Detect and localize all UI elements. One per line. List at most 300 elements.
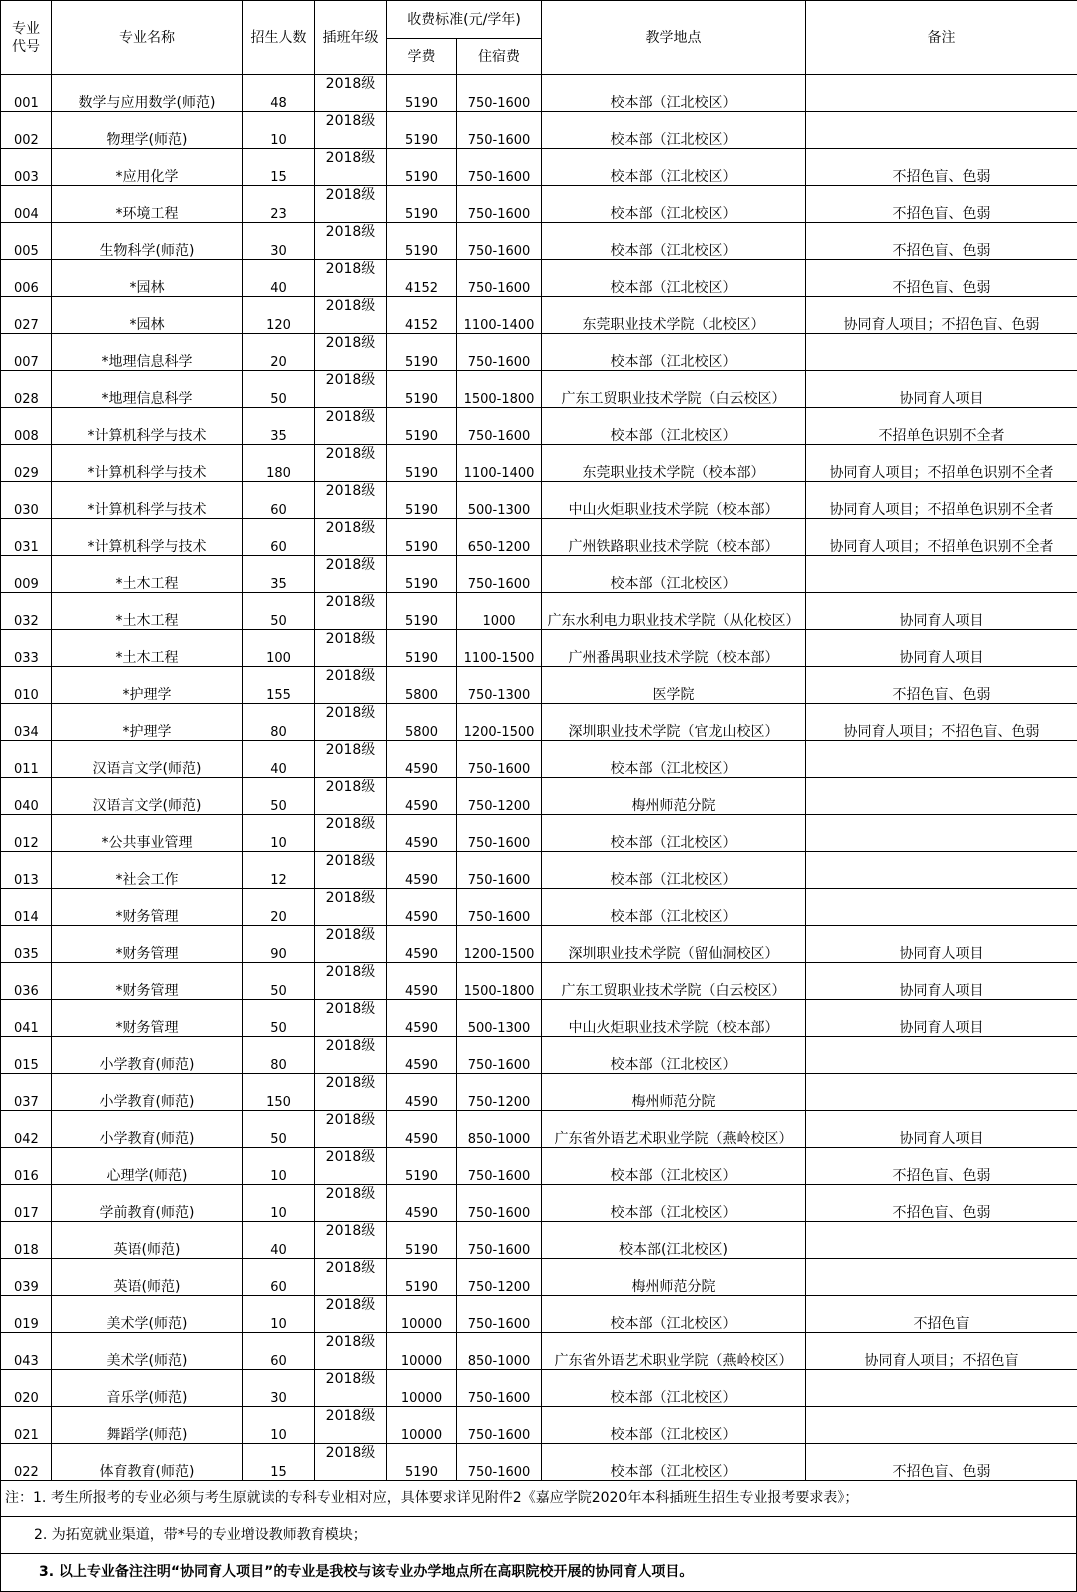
cell-remark: 协同育人项目	[806, 630, 1077, 667]
table-row	[1, 1074, 1077, 1111]
cell-name: *护理学	[52, 704, 243, 741]
cell-name: 生物科学(师范)	[52, 223, 243, 260]
header-dorm: 住宿费	[457, 39, 542, 75]
cell-dorm: 750-1200	[457, 1259, 542, 1296]
header-quota: 招生人数	[243, 1, 315, 75]
cell-tuition: 5190	[387, 593, 457, 630]
table-row	[1, 852, 1077, 889]
cell-place: 东莞职业技术学院（校本部）	[542, 445, 806, 482]
table-row	[1, 889, 1077, 926]
cell-quota: 20	[243, 334, 315, 371]
cell-code: 012	[1, 815, 52, 852]
cell-quota: 50	[243, 963, 315, 1000]
note-3: 3. 以上专业备注注明“协同育人项目”的专业是我校与该专业办学地点所在高职院校开展的协同育人项目。	[0, 1554, 1077, 1592]
cell-grade: 2018级	[315, 1000, 387, 1037]
cell-tuition: 5190	[387, 630, 457, 667]
table-row	[1, 593, 1077, 630]
cell-dorm: 750-1600	[457, 1185, 542, 1222]
cell-tuition: 5800	[387, 704, 457, 741]
cell-grade: 2018级	[315, 1333, 387, 1370]
cell-code: 017	[1, 1185, 52, 1222]
cell-dorm: 750-1600	[457, 815, 542, 852]
cell-quota: 60	[243, 1333, 315, 1370]
cell-tuition: 4590	[387, 852, 457, 889]
cell-remark	[806, 1370, 1077, 1407]
cell-name: *地理信息科学	[52, 371, 243, 408]
cell-tuition: 5190	[387, 408, 457, 445]
cell-tuition: 5190	[387, 371, 457, 408]
cell-tuition: 4590	[387, 778, 457, 815]
cell-tuition: 4590	[387, 741, 457, 778]
cell-grade: 2018级	[315, 1037, 387, 1074]
cell-dorm: 750-1600	[457, 334, 542, 371]
cell-place: 校本部（江北校区）	[542, 852, 806, 889]
cell-remark	[806, 112, 1077, 149]
cell-grade: 2018级	[315, 556, 387, 593]
cell-place: 校本部（江北校区）	[542, 1444, 806, 1481]
table-row	[1, 1296, 1077, 1333]
cell-quota: 10	[243, 1407, 315, 1444]
cell-tuition: 4590	[387, 963, 457, 1000]
cell-name: *计算机科学与技术	[52, 519, 243, 556]
cell-grade: 2018级	[315, 593, 387, 630]
cell-place: 校本部（江北校区）	[542, 1296, 806, 1333]
cell-code: 003	[1, 149, 52, 186]
cell-code: 034	[1, 704, 52, 741]
cell-code: 005	[1, 223, 52, 260]
cell-quota: 40	[243, 1222, 315, 1259]
cell-name: 小学教育(师范)	[52, 1074, 243, 1111]
table-row	[1, 223, 1077, 260]
cell-tuition: 10000	[387, 1407, 457, 1444]
cell-grade: 2018级	[315, 482, 387, 519]
cell-quota: 12	[243, 852, 315, 889]
cell-tuition: 5190	[387, 186, 457, 223]
cell-tuition: 4152	[387, 297, 457, 334]
cell-code: 007	[1, 334, 52, 371]
cell-tuition: 5190	[387, 482, 457, 519]
cell-remark: 协同育人项目	[806, 926, 1077, 963]
cell-tuition: 4590	[387, 1111, 457, 1148]
header-grade: 插班年级	[315, 1, 387, 75]
cell-quota: 100	[243, 630, 315, 667]
cell-dorm: 750-1600	[457, 260, 542, 297]
cell-remark	[806, 1222, 1077, 1259]
cell-code: 018	[1, 1222, 52, 1259]
cell-dorm: 750-1600	[457, 1222, 542, 1259]
table-row	[1, 778, 1077, 815]
cell-dorm: 750-1600	[457, 1444, 542, 1481]
cell-place: 校本部（江北校区）	[542, 223, 806, 260]
cell-remark: 协同育人项目	[806, 1000, 1077, 1037]
cell-tuition: 5190	[387, 334, 457, 371]
table-row	[1, 1222, 1077, 1259]
cell-tuition: 5190	[387, 1148, 457, 1185]
cell-code: 030	[1, 482, 52, 519]
table-row	[1, 704, 1077, 741]
table-row	[1, 1111, 1077, 1148]
cell-remark	[806, 1407, 1077, 1444]
cell-dorm: 750-1600	[457, 1407, 542, 1444]
cell-grade: 2018级	[315, 1259, 387, 1296]
table-row	[1, 75, 1077, 112]
cell-quota: 60	[243, 519, 315, 556]
header-code: 专业代号	[1, 1, 52, 75]
cell-code: 029	[1, 445, 52, 482]
table-row	[1, 1000, 1077, 1037]
cell-quota: 80	[243, 1037, 315, 1074]
cell-remark: 不招色盲、色弱	[806, 1148, 1077, 1185]
cell-remark	[806, 75, 1077, 112]
cell-place: 东莞职业技术学院（北校区）	[542, 297, 806, 334]
cell-tuition: 4590	[387, 1000, 457, 1037]
cell-grade: 2018级	[315, 223, 387, 260]
cell-name: *财务管理	[52, 889, 243, 926]
cell-tuition: 4590	[387, 1074, 457, 1111]
cell-code: 006	[1, 260, 52, 297]
cell-code: 015	[1, 1037, 52, 1074]
cell-code: 021	[1, 1407, 52, 1444]
cell-dorm: 750-1600	[457, 186, 542, 223]
cell-dorm: 1500-1800	[457, 371, 542, 408]
cell-remark	[806, 1259, 1077, 1296]
cell-name: 美术学(师范)	[52, 1296, 243, 1333]
cell-code: 011	[1, 741, 52, 778]
table-row	[1, 149, 1077, 186]
cell-grade: 2018级	[315, 1111, 387, 1148]
cell-quota: 120	[243, 297, 315, 334]
cell-name: *财务管理	[52, 1000, 243, 1037]
cell-name: 小学教育(师范)	[52, 1111, 243, 1148]
cell-dorm: 850-1000	[457, 1111, 542, 1148]
cell-code: 043	[1, 1333, 52, 1370]
cell-code: 042	[1, 1111, 52, 1148]
cell-place: 校本部（江北校区）	[542, 1370, 806, 1407]
cell-grade: 2018级	[315, 963, 387, 1000]
cell-code: 019	[1, 1296, 52, 1333]
cell-dorm: 750-1200	[457, 1074, 542, 1111]
cell-code: 010	[1, 667, 52, 704]
cell-tuition: 5190	[387, 519, 457, 556]
cell-dorm: 750-1600	[457, 741, 542, 778]
cell-tuition: 10000	[387, 1296, 457, 1333]
cell-remark: 协同育人项目；不招单色识别不全者	[806, 482, 1077, 519]
cell-remark: 不招色盲、色弱	[806, 260, 1077, 297]
cell-dorm: 750-1600	[457, 112, 542, 149]
cell-name: 小学教育(师范)	[52, 1037, 243, 1074]
cell-place: 校本部(江北校区)	[542, 1222, 806, 1259]
cell-quota: 50	[243, 1111, 315, 1148]
cell-name: *应用化学	[52, 149, 243, 186]
cell-dorm: 750-1600	[457, 149, 542, 186]
cell-quota: 50	[243, 371, 315, 408]
cell-name: 汉语言文学(师范)	[52, 778, 243, 815]
cell-name: *园林	[52, 260, 243, 297]
cell-name: *财务管理	[52, 926, 243, 963]
table-row	[1, 408, 1077, 445]
cell-dorm: 1100-1500	[457, 630, 542, 667]
cell-place: 校本部（江北校区）	[542, 1148, 806, 1185]
cell-dorm: 1200-1500	[457, 926, 542, 963]
cell-code: 008	[1, 408, 52, 445]
cell-quota: 50	[243, 778, 315, 815]
cell-name: *土木工程	[52, 630, 243, 667]
cell-place: 广东省外语艺术职业学院（燕岭校区）	[542, 1111, 806, 1148]
cell-quota: 10	[243, 1185, 315, 1222]
cell-dorm: 1500-1800	[457, 963, 542, 1000]
cell-grade: 2018级	[315, 445, 387, 482]
cell-place: 梅州师范分院	[542, 1074, 806, 1111]
cell-name: *计算机科学与技术	[52, 445, 243, 482]
cell-tuition: 5190	[387, 223, 457, 260]
cell-remark: 不招色盲、色弱	[806, 149, 1077, 186]
cell-place: 校本部（江北校区）	[542, 556, 806, 593]
cell-remark	[806, 815, 1077, 852]
cell-name: *计算机科学与技术	[52, 482, 243, 519]
cell-name: 舞蹈学(师范)	[52, 1407, 243, 1444]
cell-quota: 60	[243, 1259, 315, 1296]
cell-tuition: 5190	[387, 75, 457, 112]
cell-remark: 协同育人项目	[806, 1111, 1077, 1148]
cell-grade: 2018级	[315, 519, 387, 556]
cell-place: 广东水利电力职业技术学院（从化校区）	[542, 593, 806, 630]
cell-quota: 50	[243, 593, 315, 630]
cell-grade: 2018级	[315, 371, 387, 408]
cell-dorm: 750-1600	[457, 852, 542, 889]
note-2: 2. 为拓宽就业渠道，带*号的专业增设教师教育模块；	[0, 1517, 1077, 1554]
cell-quota: 15	[243, 1444, 315, 1481]
cell-code: 002	[1, 112, 52, 149]
cell-place: 深圳职业技术学院（官龙山校区）	[542, 704, 806, 741]
cell-place: 校本部（江北校区）	[542, 112, 806, 149]
cell-tuition: 5190	[387, 1222, 457, 1259]
cell-remark: 不招色盲	[806, 1296, 1077, 1333]
cell-grade: 2018级	[315, 1370, 387, 1407]
cell-code: 033	[1, 630, 52, 667]
cell-code: 009	[1, 556, 52, 593]
cell-place: 广东工贸职业技术学院（白云校区）	[542, 963, 806, 1000]
table-row	[1, 926, 1077, 963]
header-place: 教学地点	[542, 1, 806, 75]
cell-quota: 15	[243, 149, 315, 186]
table-row	[1, 297, 1077, 334]
table-row	[1, 741, 1077, 778]
cell-name: *社会工作	[52, 852, 243, 889]
cell-name: 英语(师范)	[52, 1259, 243, 1296]
table-row	[1, 445, 1077, 482]
cell-quota: 60	[243, 482, 315, 519]
cell-remark: 协同育人项目	[806, 371, 1077, 408]
cell-quota: 80	[243, 704, 315, 741]
table-row	[1, 1259, 1077, 1296]
cell-grade: 2018级	[315, 889, 387, 926]
table-row	[1, 371, 1077, 408]
cell-place: 医学院	[542, 667, 806, 704]
cell-tuition: 5190	[387, 149, 457, 186]
cell-remark	[806, 778, 1077, 815]
cell-dorm: 750-1600	[457, 1037, 542, 1074]
cell-quota: 35	[243, 556, 315, 593]
table-row	[1, 1407, 1077, 1444]
cell-place: 广东省外语艺术职业学院（燕岭校区）	[542, 1333, 806, 1370]
notes-section	[0, 1480, 1077, 1592]
cell-name: 汉语言文学(师范)	[52, 741, 243, 778]
cell-dorm: 750-1200	[457, 778, 542, 815]
cell-place: 广东工贸职业技术学院（白云校区）	[542, 371, 806, 408]
cell-dorm: 750-1600	[457, 75, 542, 112]
cell-grade: 2018级	[315, 926, 387, 963]
cell-quota: 10	[243, 1296, 315, 1333]
table-row	[1, 1444, 1077, 1481]
cell-name: 体育教育(师范)	[52, 1444, 243, 1481]
cell-remark	[806, 1037, 1077, 1074]
cell-grade: 2018级	[315, 630, 387, 667]
cell-name: *护理学	[52, 667, 243, 704]
cell-dorm: 750-1600	[457, 1148, 542, 1185]
cell-dorm: 650-1200	[457, 519, 542, 556]
cell-name: 学前教育(师范)	[52, 1185, 243, 1222]
cell-place: 校本部（江北校区）	[542, 260, 806, 297]
note-1: 注：1. 考生所报考的专业必须与考生原就读的专科专业相对应，具体要求详见附件2《嘉应学院2020年本科插班生招生专业报考要求表》；	[0, 1480, 1077, 1517]
cell-remark	[806, 1074, 1077, 1111]
cell-grade: 2018级	[315, 1222, 387, 1259]
header-name: 专业名称	[52, 1, 243, 75]
cell-dorm: 750-1600	[457, 889, 542, 926]
table-row	[1, 260, 1077, 297]
cell-grade: 2018级	[315, 815, 387, 852]
table-row	[1, 1037, 1077, 1074]
cell-code: 020	[1, 1370, 52, 1407]
cell-quota: 40	[243, 260, 315, 297]
cell-tuition: 10000	[387, 1370, 457, 1407]
cell-remark: 协同育人项目；不招单色识别不全者	[806, 519, 1077, 556]
cell-code: 031	[1, 519, 52, 556]
table-row	[1, 963, 1077, 1000]
table-row	[1, 519, 1077, 556]
cell-place: 校本部（江北校区）	[542, 334, 806, 371]
cell-grade: 2018级	[315, 149, 387, 186]
cell-tuition: 5190	[387, 556, 457, 593]
cell-quota: 48	[243, 75, 315, 112]
cell-dorm: 750-1600	[457, 223, 542, 260]
cell-grade: 2018级	[315, 778, 387, 815]
cell-place: 校本部（江北校区）	[542, 149, 806, 186]
cell-name: 美术学(师范)	[52, 1333, 243, 1370]
cell-place: 校本部（江北校区）	[542, 815, 806, 852]
cell-place: 校本部（江北校区）	[542, 75, 806, 112]
cell-place: 校本部（江北校区）	[542, 741, 806, 778]
cell-remark: 协同育人项目	[806, 963, 1077, 1000]
cell-name: 数学与应用数学(师范)	[52, 75, 243, 112]
cell-tuition: 5190	[387, 1259, 457, 1296]
cell-dorm: 1000	[457, 593, 542, 630]
table-row	[1, 1185, 1077, 1222]
cell-code: 016	[1, 1148, 52, 1185]
cell-name: *环境工程	[52, 186, 243, 223]
cell-quota: 10	[243, 815, 315, 852]
cell-remark: 不招色盲、色弱	[806, 667, 1077, 704]
cell-place: 深圳职业技术学院（留仙洞校区）	[542, 926, 806, 963]
cell-grade: 2018级	[315, 112, 387, 149]
cell-quota: 30	[243, 1370, 315, 1407]
cell-dorm: 500-1300	[457, 482, 542, 519]
table-row	[1, 1370, 1077, 1407]
cell-name: 英语(师范)	[52, 1222, 243, 1259]
cell-remark	[806, 334, 1077, 371]
cell-dorm: 1100-1400	[457, 445, 542, 482]
cell-place: 广州番禺职业技术学院（校本部）	[542, 630, 806, 667]
cell-remark: 不招色盲、色弱	[806, 223, 1077, 260]
cell-place: 梅州师范分院	[542, 778, 806, 815]
cell-code: 039	[1, 1259, 52, 1296]
cell-dorm: 750-1600	[457, 1370, 542, 1407]
cell-tuition: 5800	[387, 667, 457, 704]
cell-code: 013	[1, 852, 52, 889]
cell-grade: 2018级	[315, 1148, 387, 1185]
cell-name: *计算机科学与技术	[52, 408, 243, 445]
cell-remark: 不招单色识别不全者	[806, 408, 1077, 445]
cell-place: 中山火炬职业技术学院（校本部）	[542, 1000, 806, 1037]
cell-tuition: 4590	[387, 926, 457, 963]
cell-grade: 2018级	[315, 741, 387, 778]
cell-code: 014	[1, 889, 52, 926]
cell-dorm: 850-1000	[457, 1333, 542, 1370]
cell-code: 035	[1, 926, 52, 963]
table-body	[1, 75, 1077, 1481]
cell-grade: 2018级	[315, 852, 387, 889]
cell-remark: 协同育人项目	[806, 593, 1077, 630]
cell-place: 校本部（江北校区）	[542, 1407, 806, 1444]
cell-place: 广州铁路职业技术学院（校本部）	[542, 519, 806, 556]
cell-tuition: 5190	[387, 445, 457, 482]
header-tuition: 学费	[387, 39, 457, 75]
cell-remark	[806, 889, 1077, 926]
cell-dorm: 750-1600	[457, 556, 542, 593]
cell-dorm: 750-1600	[457, 1296, 542, 1333]
cell-place: 梅州师范分院	[542, 1259, 806, 1296]
cell-name: 音乐学(师范)	[52, 1370, 243, 1407]
cell-place: 校本部（江北校区）	[542, 1185, 806, 1222]
cell-remark: 不招色盲、色弱	[806, 1444, 1077, 1481]
cell-quota: 20	[243, 889, 315, 926]
cell-place: 校本部（江北校区）	[542, 1037, 806, 1074]
cell-place: 校本部（江北校区）	[542, 186, 806, 223]
cell-code: 001	[1, 75, 52, 112]
cell-tuition: 4590	[387, 889, 457, 926]
cell-code: 022	[1, 1444, 52, 1481]
cell-dorm: 750-1300	[457, 667, 542, 704]
header-fee-group: 收费标准(元/学年)	[387, 1, 542, 39]
cell-quota: 40	[243, 741, 315, 778]
cell-grade: 2018级	[315, 704, 387, 741]
cell-place: 校本部（江北校区）	[542, 408, 806, 445]
cell-name: *土木工程	[52, 556, 243, 593]
table-row	[1, 186, 1077, 223]
cell-remark: 协同育人项目；不招色盲、色弱	[806, 704, 1077, 741]
cell-name: *地理信息科学	[52, 334, 243, 371]
cell-code: 028	[1, 371, 52, 408]
cell-name: *公共事业管理	[52, 815, 243, 852]
cell-quota: 35	[243, 408, 315, 445]
cell-remark: 不招色盲、色弱	[806, 186, 1077, 223]
cell-name: *财务管理	[52, 963, 243, 1000]
cell-tuition: 5190	[387, 112, 457, 149]
cell-tuition: 4590	[387, 1037, 457, 1074]
cell-tuition: 4590	[387, 1185, 457, 1222]
cell-place: 中山火炬职业技术学院（校本部）	[542, 482, 806, 519]
cell-remark: 协同育人项目；不招色盲、色弱	[806, 297, 1077, 334]
cell-remark: 不招色盲、色弱	[806, 1185, 1077, 1222]
